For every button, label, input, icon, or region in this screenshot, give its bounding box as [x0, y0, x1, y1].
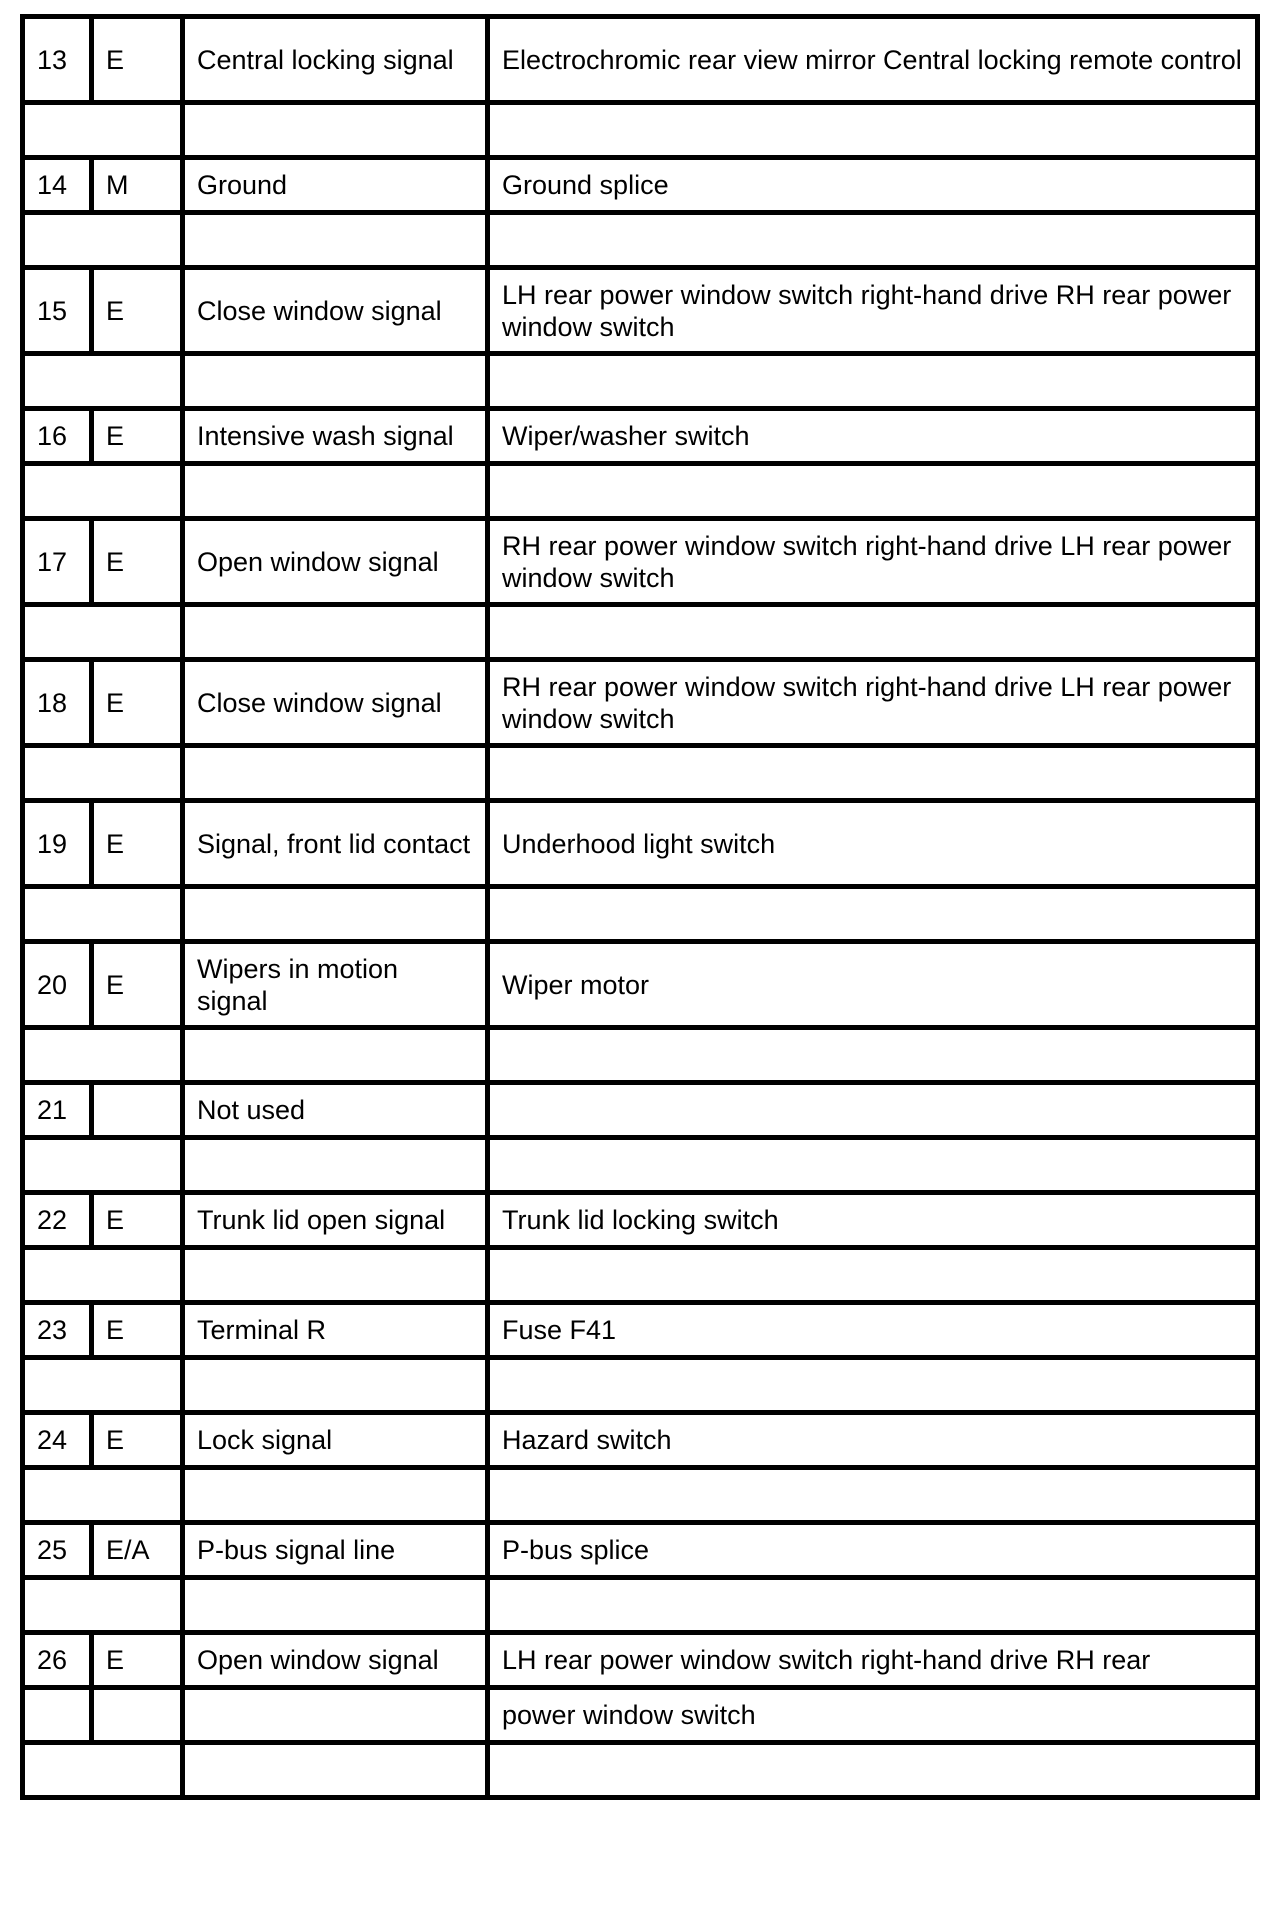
spacer-row: [23, 1468, 1258, 1523]
spacer-cell: [488, 1358, 1258, 1413]
function-cell: Open window signal: [183, 519, 488, 605]
spacer-cell: [488, 1743, 1258, 1798]
pin-assignment-table: [20, 14, 1260, 1800]
spacer-row: [23, 1358, 1258, 1413]
type-cell: E: [92, 1633, 183, 1688]
function-cell: [183, 1688, 488, 1743]
spacer-cell: [183, 1358, 488, 1413]
connection-cell: Ground splice: [488, 158, 1258, 213]
table-row: [23, 17, 1258, 103]
table-row: [23, 1303, 1258, 1358]
function-cell: Ground: [183, 158, 488, 213]
spacer-cell: [23, 746, 183, 801]
function-cell: Terminal R: [183, 1303, 488, 1358]
spacer-cell: [23, 1743, 183, 1798]
spacer-cell: [488, 213, 1258, 268]
spacer-cell: [488, 605, 1258, 660]
connection-cell: Fuse F41: [488, 1303, 1258, 1358]
connection-cell: RH rear power window switch right-hand drive LH rear power window switch: [488, 660, 1258, 746]
spacer-cell: [183, 1468, 488, 1523]
spacer-cell: [183, 213, 488, 268]
function-cell: Open window signal: [183, 1633, 488, 1688]
type-cell: E/A: [92, 1523, 183, 1578]
table-row: [23, 409, 1258, 464]
spacer-cell: [23, 1468, 183, 1523]
pin-cell: 23: [23, 1303, 92, 1358]
spacer-cell: [488, 1028, 1258, 1083]
spacer-row: [23, 103, 1258, 158]
spacer-cell: [183, 746, 488, 801]
function-cell: P-bus signal line: [183, 1523, 488, 1578]
connection-cell: P-bus splice: [488, 1523, 1258, 1578]
spacer-row: [23, 464, 1258, 519]
table-row: [23, 268, 1258, 354]
pin-cell: 20: [23, 942, 92, 1028]
spacer-row: [23, 354, 1258, 409]
pin-cell: 15: [23, 268, 92, 354]
spacer-cell: [488, 1138, 1258, 1193]
pin-cell: 22: [23, 1193, 92, 1248]
table-row: [23, 1688, 1258, 1743]
spacer-row: [23, 887, 1258, 942]
connection-cell: Hazard switch: [488, 1413, 1258, 1468]
type-cell: E: [92, 17, 183, 103]
spacer-cell: [23, 1138, 183, 1193]
table-row: [23, 158, 1258, 213]
table-row: [23, 1413, 1258, 1468]
spacer-cell: [23, 103, 183, 158]
connection-cell: LH rear power window switch right-hand drive RH rear power window switch: [488, 268, 1258, 354]
spacer-cell: [23, 1578, 183, 1633]
connection-cell: Electrochromic rear view mirror Central locking remote control: [488, 17, 1258, 103]
pin-cell: 21: [23, 1083, 92, 1138]
pin-cell: 14: [23, 158, 92, 213]
type-cell: E: [92, 1413, 183, 1468]
table-row: [23, 1523, 1258, 1578]
table-row: [23, 1633, 1258, 1688]
spacer-cell: [23, 354, 183, 409]
pin-cell: [23, 1688, 92, 1743]
spacer-cell: [183, 354, 488, 409]
pin-cell: 16: [23, 409, 92, 464]
function-cell: Wipers in motion signal: [183, 942, 488, 1028]
type-cell: E: [92, 1303, 183, 1358]
spacer-cell: [183, 464, 488, 519]
type-cell: E: [92, 942, 183, 1028]
spacer-cell: [183, 1248, 488, 1303]
type-cell: E: [92, 519, 183, 605]
pin-cell: 13: [23, 17, 92, 103]
pin-cell: 18: [23, 660, 92, 746]
table-row: [23, 519, 1258, 605]
pin-cell: 25: [23, 1523, 92, 1578]
connection-cell: Underhood light switch: [488, 801, 1258, 887]
type-cell: M: [92, 158, 183, 213]
spacer-cell: [183, 887, 488, 942]
spacer-cell: [183, 1138, 488, 1193]
spacer-row: [23, 1138, 1258, 1193]
connection-cell: RH rear power window switch right-hand drive LH rear power window switch: [488, 519, 1258, 605]
function-cell: Close window signal: [183, 268, 488, 354]
type-cell: E: [92, 409, 183, 464]
function-cell: Central locking signal: [183, 17, 488, 103]
spacer-row: [23, 1578, 1258, 1633]
spacer-cell: [488, 103, 1258, 158]
spacer-cell: [488, 1578, 1258, 1633]
spacer-cell: [23, 1248, 183, 1303]
spacer-cell: [183, 1743, 488, 1798]
spacer-row: [23, 1028, 1258, 1083]
spacer-row: [23, 746, 1258, 801]
spacer-cell: [183, 103, 488, 158]
spacer-cell: [488, 887, 1258, 942]
type-cell: [92, 1083, 183, 1138]
spacer-cell: [488, 1248, 1258, 1303]
spacer-cell: [23, 605, 183, 660]
connection-cell: LH rear power window switch right-hand drive RH rear: [488, 1633, 1258, 1688]
connection-cell: Trunk lid locking switch: [488, 1193, 1258, 1248]
spacer-cell: [23, 464, 183, 519]
spacer-row: [23, 1248, 1258, 1303]
pin-cell: 24: [23, 1413, 92, 1468]
connection-cell: [488, 1083, 1258, 1138]
type-cell: E: [92, 660, 183, 746]
function-cell: Trunk lid open signal: [183, 1193, 488, 1248]
connection-cell: Wiper/washer switch: [488, 409, 1258, 464]
spacer-cell: [23, 887, 183, 942]
function-cell: Signal, front lid contact: [183, 801, 488, 887]
spacer-row: [23, 605, 1258, 660]
spacer-cell: [183, 1578, 488, 1633]
type-cell: E: [92, 268, 183, 354]
function-cell: Lock signal: [183, 1413, 488, 1468]
table-row: [23, 801, 1258, 887]
spacer-cell: [23, 213, 183, 268]
spacer-cell: [23, 1028, 183, 1083]
pin-cell: 17: [23, 519, 92, 605]
connection-cell: Wiper motor: [488, 942, 1258, 1028]
function-cell: Not used: [183, 1083, 488, 1138]
type-cell: E: [92, 801, 183, 887]
table-row: [23, 660, 1258, 746]
table-row: [23, 1083, 1258, 1138]
pin-table-body: [23, 17, 1258, 1798]
type-cell: [92, 1688, 183, 1743]
pin-cell: 26: [23, 1633, 92, 1688]
spacer-cell: [488, 746, 1258, 801]
spacer-row: [23, 213, 1258, 268]
spacer-cell: [183, 1028, 488, 1083]
spacer-cell: [488, 354, 1258, 409]
table-row: [23, 1193, 1258, 1248]
pin-cell: 19: [23, 801, 92, 887]
spacer-cell: [488, 464, 1258, 519]
table-row: [23, 942, 1258, 1028]
type-cell: E: [92, 1193, 183, 1248]
spacer-row: [23, 1743, 1258, 1798]
spacer-cell: [183, 605, 488, 660]
spacer-cell: [23, 1358, 183, 1413]
function-cell: Close window signal: [183, 660, 488, 746]
function-cell: Intensive wash signal: [183, 409, 488, 464]
connection-cell: power window switch: [488, 1688, 1258, 1743]
spacer-cell: [488, 1468, 1258, 1523]
